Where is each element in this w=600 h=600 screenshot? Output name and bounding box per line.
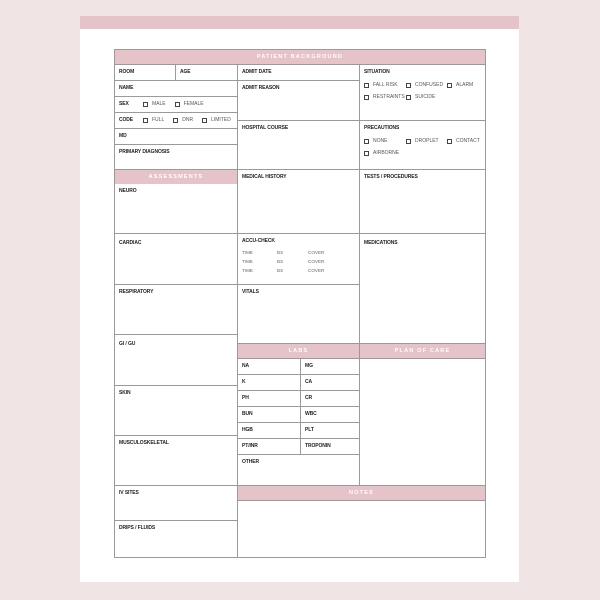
accu-bs-3[interactable]: BS: [277, 268, 284, 273]
lab-label: NA: [242, 363, 250, 369]
precautions-none-option[interactable]: [364, 138, 406, 144]
checkbox-icon[interactable]: [173, 118, 178, 123]
precautions-label: PRECAUTIONS: [364, 125, 400, 131]
lab-label: K: [242, 379, 246, 385]
admit-date-field[interactable]: [237, 64, 360, 81]
age-field[interactable]: [175, 64, 238, 81]
checkbox-icon[interactable]: [202, 118, 207, 123]
code-field: [114, 112, 238, 129]
notes-header: [237, 485, 486, 501]
checkbox-icon[interactable]: [406, 139, 411, 144]
neuro-field[interactable]: [114, 184, 238, 234]
situation-label: SITUATION: [364, 69, 390, 75]
lab-label: CA: [305, 379, 313, 385]
checkbox-icon[interactable]: [406, 95, 411, 100]
gi-gu-label: GI / GU: [119, 341, 136, 347]
neuro-label: NEURO: [119, 188, 137, 194]
lab-label: PH: [242, 395, 249, 401]
medical-history-label: MEDICAL HISTORY: [242, 174, 287, 180]
cardiac-field[interactable]: [114, 233, 238, 285]
checkbox-icon[interactable]: [364, 139, 369, 144]
checkbox-icon[interactable]: [364, 95, 369, 100]
lab-cr[interactable]: [300, 390, 360, 407]
lab-label: HGB: [242, 427, 253, 433]
option-label: CONTACT: [456, 138, 480, 144]
name-field[interactable]: [114, 80, 238, 97]
patient-background-header: [114, 49, 486, 65]
situation-restraints-option[interactable]: [364, 94, 406, 100]
lab-ph[interactable]: [237, 390, 301, 407]
situation-suicide-option[interactable]: [406, 94, 435, 100]
md-field[interactable]: [114, 128, 238, 145]
age-label: AGE: [180, 69, 191, 75]
situation-field: [359, 64, 486, 121]
checkbox-icon[interactable]: [364, 83, 369, 88]
sex-male-option[interactable]: [143, 101, 166, 107]
plan-of-care-title: PLAN OF CARE: [394, 348, 451, 354]
lab-plt[interactable]: [300, 422, 360, 439]
code-label: CODE: [119, 117, 134, 123]
checkbox-icon[interactable]: [406, 83, 411, 88]
drips-fluids-field[interactable]: [114, 520, 238, 558]
page-top-band: [80, 16, 519, 29]
accu-cover-3[interactable]: COVER: [308, 268, 325, 273]
iv-sites-field[interactable]: [114, 485, 238, 521]
patient-background-title: PATIENT BACKGROUND: [256, 54, 344, 60]
code-full-option[interactable]: [143, 117, 164, 123]
sex-label: SEX: [119, 101, 129, 107]
lab-bun[interactable]: [237, 406, 301, 423]
vitals-field[interactable]: [237, 284, 360, 344]
accu-time-3[interactable]: TIME: [242, 268, 253, 273]
code-limited-option[interactable]: [202, 117, 231, 123]
option-label: RESTRAINTS: [373, 94, 405, 100]
hospital-course-label: HOSPITAL COURSE: [242, 125, 289, 131]
accu-cover-1[interactable]: COVER: [308, 250, 325, 255]
plan-of-care-field[interactable]: [359, 358, 486, 486]
option-label: CONFUSED: [415, 82, 444, 88]
assessments-header: [114, 169, 238, 185]
code-dnr-option[interactable]: [173, 117, 193, 123]
option-label: DNR: [182, 117, 194, 123]
sex-field: [114, 96, 238, 113]
lab-troponin[interactable]: [300, 438, 360, 455]
lab-mg[interactable]: [300, 358, 360, 375]
option-label: DROPLET: [415, 138, 439, 144]
admit-reason-field[interactable]: [237, 80, 360, 121]
labs-header: [237, 343, 360, 359]
drips-fluids-label: DRIPS / FLUIDS: [119, 525, 156, 531]
primary-diagnosis-field[interactable]: [114, 144, 238, 170]
lab-hgb[interactable]: [237, 422, 301, 439]
respiratory-label: RESPIRATORY: [119, 289, 154, 295]
accu-cover-2[interactable]: COVER: [308, 259, 325, 264]
tests-procedures-label: TESTS / PROCEDURES: [364, 174, 418, 180]
admit-reason-label: ADMIT REASON: [242, 85, 280, 91]
lab-wbc[interactable]: [300, 406, 360, 423]
checkbox-icon[interactable]: [447, 83, 452, 88]
sex-female-option[interactable]: [175, 101, 204, 107]
room-label: ROOM: [119, 69, 135, 75]
lab-label: PT/INR: [242, 443, 258, 449]
option-label: AIRBORNE: [373, 150, 400, 156]
precautions-airborne-option[interactable]: [364, 150, 399, 156]
option-label: FALL RISK: [373, 82, 398, 88]
lab-label: MG: [305, 363, 313, 369]
lab-pt-inr[interactable]: [237, 438, 301, 455]
skin-field[interactable]: [114, 385, 238, 436]
lab-label: CR: [305, 395, 313, 401]
medications-label: MEDICATIONS: [364, 240, 398, 246]
musculoskeletal-field[interactable]: [114, 435, 238, 486]
notes-field[interactable]: [237, 500, 486, 558]
checkbox-icon[interactable]: [364, 151, 369, 156]
lab-k[interactable]: [237, 374, 301, 391]
labs-title: LABS: [288, 348, 309, 354]
option-label: NONE: [373, 138, 388, 144]
lab-label: BUN: [242, 411, 253, 417]
notes-title: NOTES: [349, 490, 374, 496]
lab-label: TROPONIN: [305, 443, 331, 449]
md-label: MD: [119, 133, 127, 139]
room-field[interactable]: [114, 64, 176, 81]
admit-date-label: ADMIT DATE: [242, 69, 272, 75]
checkbox-icon[interactable]: [175, 102, 180, 107]
gi-gu-field[interactable]: [114, 334, 238, 386]
hospital-course-field[interactable]: [237, 120, 360, 170]
tests-procedures-field[interactable]: [359, 169, 486, 234]
accu-time-2[interactable]: TIME: [242, 259, 253, 264]
checkbox-icon[interactable]: [447, 139, 452, 144]
iv-sites-label: IV SITES: [119, 490, 139, 496]
medications-field[interactable]: [359, 233, 486, 344]
lab-other[interactable]: [237, 454, 360, 486]
medical-history-field[interactable]: [237, 169, 360, 234]
primary-diagnosis-label: PRIMARY DIAGNOSIS: [119, 149, 170, 155]
respiratory-field[interactable]: [114, 284, 238, 335]
option-label: FEMALE: [183, 101, 204, 107]
checkbox-icon[interactable]: [143, 102, 148, 107]
cardiac-label: CARDIAC: [119, 240, 142, 246]
option-label: LIMITED: [211, 117, 231, 123]
situation-confused-option[interactable]: [406, 82, 447, 88]
vitals-label: VITALS: [242, 289, 259, 295]
precautions-contact-option[interactable]: [447, 138, 480, 144]
skin-label: SKIN: [119, 390, 131, 396]
situation-alarm-option[interactable]: [447, 82, 473, 88]
name-label: NAME: [119, 85, 134, 91]
checkbox-icon[interactable]: [143, 118, 148, 123]
option-label: FULL: [152, 117, 165, 123]
lab-ca[interactable]: [300, 374, 360, 391]
precautions-field: [359, 120, 486, 170]
plan-of-care-header: [359, 343, 486, 359]
accu-time-1[interactable]: TIME: [242, 250, 253, 255]
accu-check-field: [237, 233, 360, 285]
precautions-droplet-option[interactable]: [406, 138, 447, 144]
lab-label: PLT: [305, 427, 314, 433]
accu-bs-1[interactable]: BS: [277, 250, 284, 255]
lab-na[interactable]: [237, 358, 301, 375]
accu-bs-2[interactable]: BS: [277, 259, 284, 264]
musculoskeletal-label: MUSCULOSKELETAL: [119, 440, 169, 446]
situation-fall-risk-option[interactable]: [364, 82, 406, 88]
option-label: SUICIDE: [415, 94, 436, 100]
option-label: MALE: [152, 101, 166, 107]
accu-check-label: ACCU-CHECK: [242, 238, 275, 244]
option-label: ALARM: [456, 82, 474, 88]
lab-other-label: OTHER: [242, 459, 260, 465]
lab-label: WBC: [305, 411, 317, 417]
assessments-title: ASSESSMENTS: [148, 174, 204, 180]
